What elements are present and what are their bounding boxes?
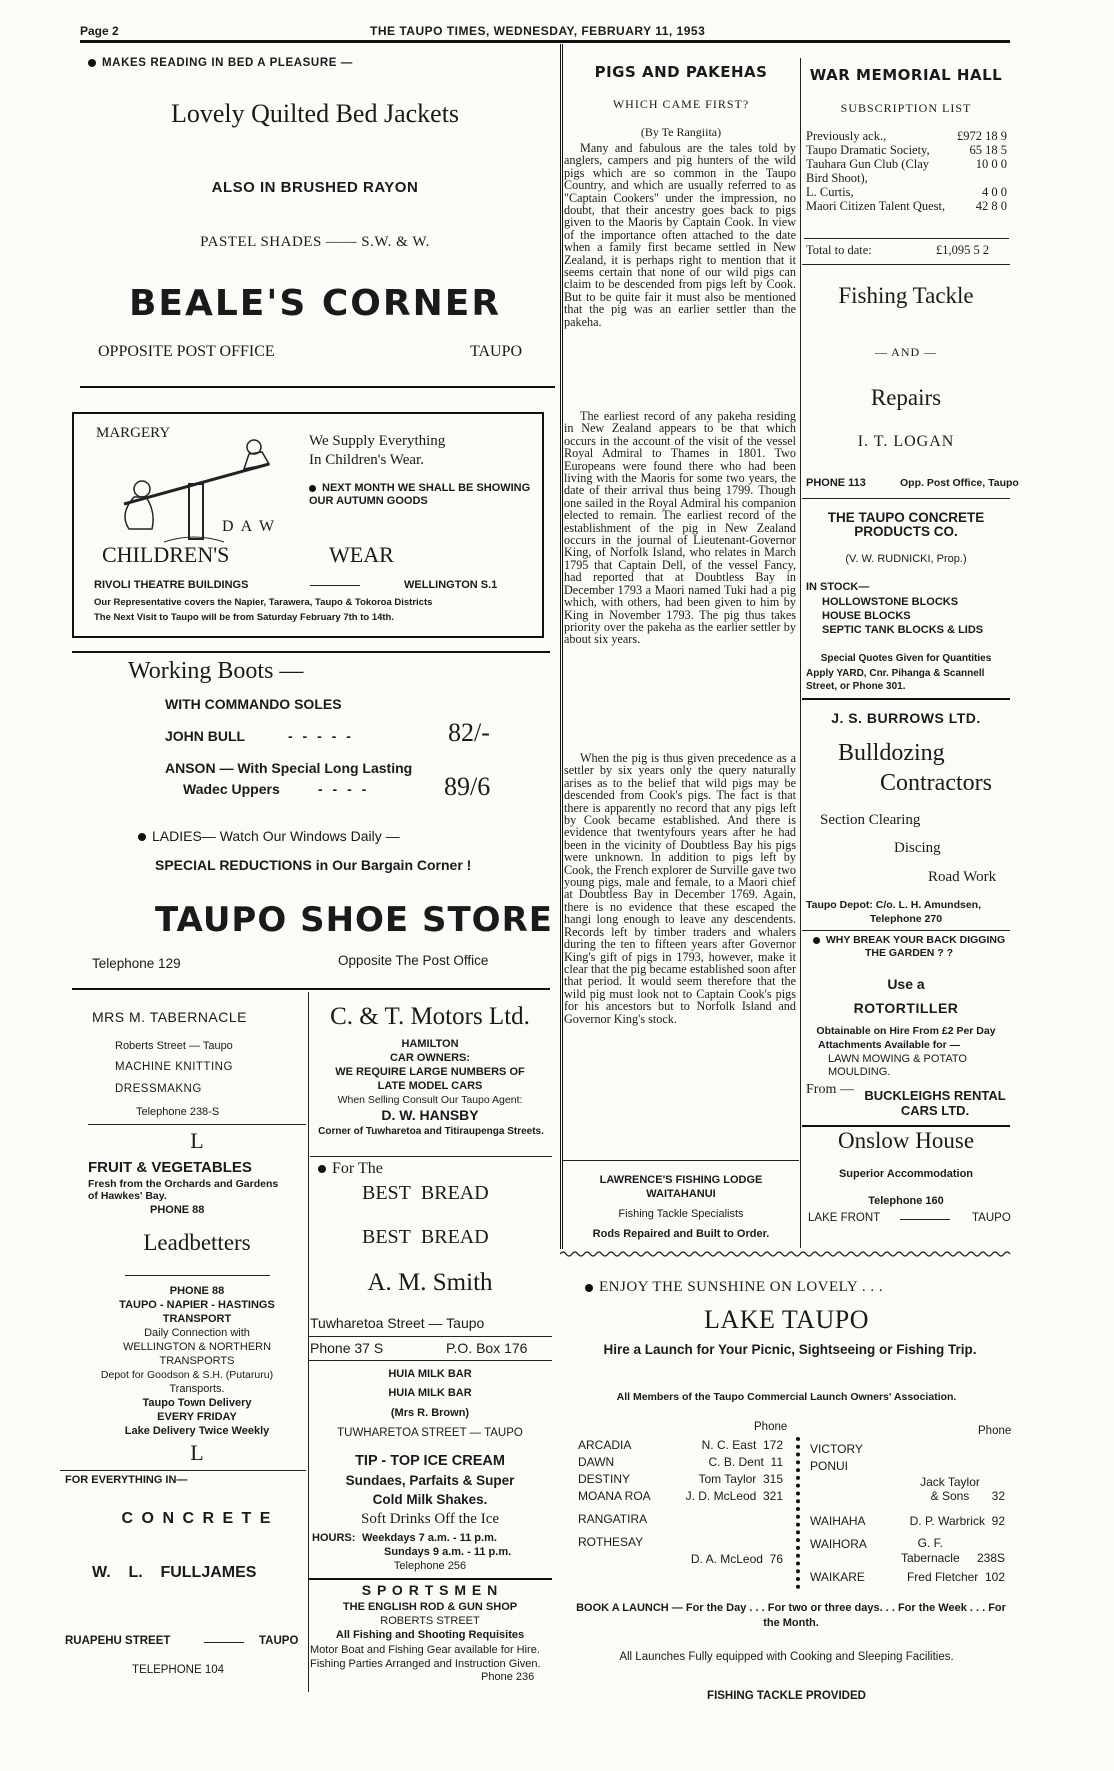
- huia-soft: Soft Drinks Off the Ice: [360, 1511, 500, 1527]
- fulljames-name: W. L. FULLJAMES: [92, 1564, 257, 1581]
- lake-title: LAKE TAUPO: [704, 1305, 869, 1334]
- leadbetters-lake: Lake Delivery Twice Weekly: [124, 1425, 270, 1437]
- leadbetters-delivery: Taupo Town Delivery: [142, 1397, 252, 1409]
- smith-best1b: BREAD: [420, 1182, 489, 1204]
- buckleighs-name: BUCKLEIGHS RENTAL CARS LTD.: [864, 1088, 1006, 1118]
- bullet-icon: [813, 937, 820, 944]
- huia-l2: HUIA MILK BAR: [388, 1387, 472, 1399]
- ct-require: WE REQUIRE LARGE NUMBERS OF: [335, 1066, 525, 1078]
- buckleighs-why: WHY BREAK YOUR BACK DIGGING THE GARDEN ? ?: [825, 934, 1006, 959]
- buckleighs-attach: Attachments Available for —: [818, 1039, 961, 1051]
- article-byline: (By Te Rangiita): [640, 125, 722, 139]
- list-item: PONUI: [810, 1459, 849, 1473]
- article-p1: Many and fabulous are the tales told by anglers, campers and pig hunters of the wild pigs which are so common in the Taupo Country, and which are usually referred to as "Captain Cookers" under the impression, no doubt, that their ancestry goes back to pigs given to the Maoris by Captain Cook. In view of the importance often attached to the date when a family first became settled in New Zealand, it is perhaps right to mention that it seems certain that none of our wild pigs can claim to be descended from pigs left by Cook. But to be quite fair it must also be mentioned that the pig was an earlier settler than the pakeha.: [564, 141, 796, 329]
- margery-supply1: We Supply Everything: [309, 433, 446, 449]
- lawrence-l2: WAITAHANUI: [646, 1188, 716, 1200]
- tabernacle-dress: DRESSMAKNG: [115, 1083, 202, 1095]
- table-row: Tauhara Gun Club (Clay Bird Shoot), 10 0 0: [806, 157, 1007, 185]
- logan-name: I. T. LOGAN: [857, 433, 955, 450]
- smith-best1a: BEST: [362, 1182, 411, 1204]
- leadbetters-transport: TRANSPORT: [162, 1313, 232, 1325]
- buckleighs-use: Use a: [887, 976, 925, 992]
- table-row: L. Curtis, 4 0 0: [806, 185, 1007, 199]
- smith-best2b: BREAD: [420, 1226, 489, 1248]
- leadbetters-wellington: WELLINGTON & NORTHERN: [122, 1341, 272, 1353]
- bullet-icon: [318, 1165, 326, 1173]
- table-row: Taupo Dramatic Society, 65 18 5: [806, 143, 1007, 157]
- sportsmen-street: ROBERTS STREET: [380, 1615, 480, 1627]
- ct-name: C. & T. Motors Ltd.: [330, 1003, 530, 1030]
- memorial-title: WAR MEMORIAL HALL: [809, 66, 1003, 84]
- subscription-table: [804, 129, 1009, 213]
- onslow-phone: Telephone 160: [868, 1195, 944, 1207]
- huia-street: TUWHARETOA STREET — TAUPO: [337, 1427, 523, 1439]
- column-divider: [800, 58, 801, 1248]
- fulljames-town: TAUPO: [259, 1635, 299, 1647]
- smith-for: For The: [332, 1160, 383, 1177]
- list-item: ARCADIA N. C. East 172: [578, 1438, 783, 1452]
- lawrence-l3: Fishing Tackle Specialists: [618, 1208, 744, 1220]
- burrows-contractors: Contractors: [880, 770, 992, 796]
- article-p3: When the pig is thus given precedence as a settler by six years only the query naturally arises as to the belief that wild pigs may be descended from Cook's pigs. The fact is that there is apparently no record that any pigs left by Cook became established. And there is evidence that twentyfours years after he had been in the vicinity of Doubtless Bay his pigs were unknown. In addition to pigs left by Cook, the French explorer de Surville gave two young pigs, male and female, to a Maori chief at Doubtless Bay in December 1769. Again, there is no evidence that these escaped the hangi long enough to leave any descendents. Records left by timber traders and whalers during the ten to fifteen years after Governor King's gift of pigs in 1793, however, make it clear that the pig became established soon after that period. It would seem therefore that the wild pig must look not to Captain Cook's pigs for his ancestors but to Norfolk Island and Governor King's stock.: [564, 751, 796, 1026]
- huia-sundaes: Sundaes, Parfaits & Super: [345, 1473, 515, 1488]
- margery-supply2: In Children's Wear.: [309, 452, 424, 468]
- onslow-lake: LAKE FRONT: [808, 1212, 881, 1224]
- lake-enjoy: ENJOY THE SUNSHINE ON LOVELY . . .: [599, 1279, 884, 1295]
- logan-and: — AND —: [874, 345, 938, 359]
- leadbetters-route: TAUPO - NAPIER - HASTINGS: [119, 1299, 275, 1311]
- smith-name: A. M. Smith: [367, 1269, 493, 1296]
- shoes-john: JOHN BULL: [165, 728, 246, 744]
- list-item: WAIHORA G. F. Tabernacle 238S: [810, 1536, 1005, 1565]
- leadbetters-fresh: Fresh from the Orchards and Gardens of Hawkes' Bay.: [88, 1178, 279, 1202]
- bullet-icon: [585, 1284, 593, 1292]
- huia-owner: (Mrs R. Brown): [390, 1407, 470, 1419]
- onslow-town: TAUPO: [972, 1212, 1011, 1224]
- ct-late: LATE MODEL CARS: [377, 1080, 483, 1092]
- beale-also: ALSO IN BRUSHED RAYON: [211, 179, 419, 196]
- beale-pastel: PASTEL SHADES —— S.W. & W.: [200, 234, 430, 250]
- beale-tagline: MAKES READING IN BED A PLEASURE —: [102, 57, 353, 69]
- table-row: Previously ack., £972 18 9: [806, 129, 1007, 143]
- lake-members: All Members of the Taupo Commercial Launch Owners' Association.: [616, 1391, 957, 1403]
- fulljames-phone: TELEPHONE 104: [132, 1664, 225, 1676]
- lake-tackle: FISHING TACKLE PROVIDED: [707, 1690, 866, 1702]
- lawrence-l1: LAWRENCE'S FISHING LODGE: [599, 1174, 763, 1186]
- concrete-prop: (V. W. RUDNICKI, Prop.): [845, 553, 967, 565]
- article-subtitle: WHICH CAME FIRST?: [612, 97, 750, 111]
- margery-next: NEXT MONTH WE SHALL BE SHOWING OUR AUTUMN GOODS: [309, 482, 531, 507]
- launch-list-divider: [796, 1437, 804, 1589]
- margery-daw: D A W: [222, 518, 277, 535]
- smith-phone: Phone 37 S: [310, 1340, 384, 1356]
- memorial-subtitle: SUBSCRIPTION LIST: [840, 101, 972, 115]
- shoes-headline: Working Boots —: [128, 658, 304, 684]
- shoes-wadec: Wadec Uppers: [183, 781, 280, 797]
- article-p2: The earliest record of any pakeha residing in New Zealand appears to be that which occurs in the account of the visit of the vessel Royal Admiral to Thames in 1801. Two Europeans were found there who had been living with the Maoris for some two years, the date of their arrival thus being 1799. Though one sailed in the Royal Admiral his companion elected to remain. The earliest record of the establishment of the pig in New Zealand occurs in the journal of Lieutenant-Governor King, of Norfolk Island, who relates in March 1795 that Captain Dell, of the vessel Fancy, had reported that at Doubtless Bay in December 1793 a Maori named Tuki had a pig which, with others, had been given to him by King in November 1793. The pig thus takes priority over the pakeha as the earlier settler by about six years.: [564, 409, 796, 647]
- beale-opposite: OPPOSITE POST OFFICE: [98, 343, 275, 360]
- column-divider: [560, 44, 563, 1249]
- ct-owners: CAR OWNERS:: [389, 1052, 471, 1064]
- lawrence-l4: Rods Repaired and Built to Order.: [592, 1228, 770, 1240]
- ct-hamilton: HAMILTON: [401, 1038, 459, 1050]
- huia-phone: Telephone 256: [393, 1560, 467, 1572]
- margery-daw-ad: [72, 412, 544, 638]
- table-row: Maori Citizen Talent Quest, 42 8 0: [806, 199, 1007, 213]
- concrete-item3: SEPTIC TANK BLOCKS & LIDS: [822, 624, 984, 636]
- burrows-discing: Discing: [894, 840, 941, 856]
- leadbetters-depot: Depot for Goodson & S.H. (Putaruru): [100, 1369, 274, 1381]
- list-item: DESTINY Tom Taylor 315: [578, 1472, 783, 1486]
- margery-visit: The Next Visit to Taupo will be from Saturday February 7th to 14th.: [94, 612, 395, 623]
- burrows-tel: Telephone 270: [869, 913, 943, 925]
- shoes-john-price: 82/-: [448, 718, 490, 747]
- concrete-name: THE TAUPO CONCRETE PRODUCTS CO.: [827, 510, 985, 539]
- list-item: MOANA ROA J. D. McLeod 321: [578, 1489, 783, 1503]
- launch-list-left: [578, 1437, 783, 1568]
- concrete-stock: IN STOCK—: [806, 581, 870, 593]
- memorial-total: £1,095 5 2: [936, 243, 990, 257]
- fulljames-street: RUAPEHU STREET: [65, 1635, 171, 1647]
- shoes-wadec-price: 89/6: [444, 772, 491, 801]
- onslow-name: Onslow House: [837, 1128, 975, 1153]
- shoes-phone: Telephone 129: [92, 956, 181, 971]
- page-number: Page 2: [80, 24, 119, 38]
- tabernacle-name: MRS M. TABERNACLE: [92, 1009, 248, 1025]
- concrete-item1: HOLLOWSTONE BLOCKS: [822, 596, 959, 608]
- concrete-apply: Apply YARD, Cnr. Pihanga & Scannell Street, or Phone 301.: [806, 668, 985, 692]
- bullet-icon: [88, 59, 96, 67]
- margery-rep: Our Representative covers the Napier, Tarawera, Taupo & Tokoroa Districts: [94, 597, 433, 608]
- ct-selling: When Selling Consult Our Taupo Agent:: [337, 1094, 523, 1106]
- huia-l1: HUIA MILK BAR: [388, 1368, 472, 1380]
- huia-weekdays: Weekdays 7 a.m. - 11 p.m.: [362, 1532, 497, 1544]
- tabernacle-phone: Telephone 238-S: [136, 1106, 220, 1118]
- ct-agent: D. W. HANSBY: [381, 1107, 479, 1123]
- margery-wear: WEAR: [329, 542, 394, 567]
- logan-phone: PHONE 113: [806, 477, 866, 489]
- logan-fishing: Fishing Tackle: [838, 283, 974, 308]
- shoes-anson: ANSON — With Special Long Lasting: [165, 760, 413, 776]
- lake-phone-header-left: Phone: [754, 1421, 788, 1433]
- buckleighs-obtain: Obtainable on Hire From £2 Per Day: [816, 1025, 996, 1037]
- lake-hire: Hire a Launch for Your Picnic, Sightseeing or Fishing Trip.: [603, 1342, 977, 1357]
- beale-town: TAUPO: [470, 343, 523, 360]
- burrows-bull: Bulldozing: [838, 740, 945, 766]
- wavy-divider: [560, 1250, 1012, 1258]
- leadbetters-fruit: FRUIT & VEGETABLES: [88, 1159, 252, 1176]
- masthead-title: THE TAUPO TIMES, WEDNESDAY, FEBRUARY 11, 1953: [370, 24, 706, 38]
- huia-tip: TIP - TOP ICE CREAM: [355, 1453, 505, 1469]
- logan-repairs: Repairs: [870, 385, 942, 410]
- leadbetters-friday: EVERY FRIDAY: [157, 1411, 237, 1423]
- burrows-name: J. S. BURROWS LTD.: [831, 710, 981, 726]
- smith-best2a: BEST: [362, 1226, 411, 1248]
- shoes-store-name: TAUPO SHOE STORE: [155, 900, 553, 940]
- leadbetters-transports: TRANSPORTS: [159, 1355, 235, 1367]
- burrows-road: Road Work: [928, 869, 997, 885]
- sportsmen-requisites: All Fishing and Shooting Requisites: [335, 1629, 525, 1641]
- tabernacle-knitting: MACHINE KNITTING: [115, 1061, 233, 1073]
- concrete-item2: HOUSE BLOCKS: [822, 610, 911, 622]
- article-title: PIGS AND PAKEHAS: [594, 63, 768, 81]
- shoes-special: SPECIAL REDUCTIONS in Our Bargain Corner !: [155, 857, 472, 873]
- smith-box: P.O. Box 176: [446, 1340, 528, 1356]
- list-item: RANGATIRA: [578, 1512, 648, 1526]
- buckleighs-roto: ROTORTILLER: [853, 1000, 959, 1016]
- margery-rivoli: RIVOLI THEATRE BUILDINGS: [94, 579, 249, 591]
- leadbetters-phone: PHONE 88: [150, 1204, 205, 1216]
- sportsmen-title: S P O R T S M E N: [361, 1582, 499, 1598]
- leadbetters-daily: Daily Connection with: [144, 1327, 250, 1339]
- huia-sundays: Sundays 9 a.m. - 11 p.m.: [384, 1546, 512, 1558]
- huia-hours-label: HOURS:: [312, 1532, 356, 1544]
- buckleighs-from: From —: [806, 1082, 854, 1097]
- seesaw-children-illustration: [94, 434, 284, 554]
- shoes-ladies: LADIES— Watch Our Windows Daily —: [152, 828, 400, 844]
- tabernacle-street: Roberts Street — Taupo: [115, 1040, 233, 1052]
- leadbetters-name: Leadbetters: [143, 1230, 251, 1255]
- leadbetters-transports2: Transports.: [169, 1383, 225, 1395]
- huia-cold: Cold Milk Shakes.: [372, 1492, 488, 1507]
- list-item: DAWN C. B. Dent 11: [578, 1455, 783, 1469]
- list-item: Jack Taylor & Sons 32: [920, 1475, 1005, 1503]
- lake-phone-header-right: Phone: [978, 1425, 1012, 1437]
- buckleighs-lawn: LAWN MOWING & POTATO MOULDING.: [828, 1053, 967, 1078]
- smith-street: Tuwharetoa Street — Taupo: [310, 1315, 485, 1331]
- beale-headline: Lovely Quilted Bed Jackets: [170, 99, 460, 128]
- margery-name: MARGERY: [96, 425, 171, 441]
- list-item: WAIHAHA D. P. Warbrick 92: [810, 1514, 1005, 1528]
- onslow-superior: Superior Accommodation: [838, 1168, 974, 1180]
- fulljames-concrete: C O N C R E T E: [121, 1510, 273, 1527]
- leadbetters-phone2: PHONE 88: [169, 1285, 225, 1297]
- shoes-wadec-dashes: - - - -: [318, 781, 370, 797]
- ct-corner: Corner of Tuwharetoa and Titiraupenga Streets.: [318, 1126, 544, 1137]
- bullet-icon: [138, 833, 146, 841]
- list-item: WAIKARE Fred Fletcher 102: [810, 1570, 1005, 1584]
- fulljames-for: FOR EVERYTHING IN—: [65, 1474, 188, 1486]
- list-item: ROTHESAY: [578, 1535, 644, 1549]
- shoes-john-dashes: - - - - -: [288, 728, 354, 744]
- launch-list-right: [810, 1441, 1005, 1586]
- logan-opp: Opp. Post Office, Taupo: [900, 477, 1019, 489]
- concrete-quotes: Special Quotes Given for Quantities: [820, 653, 992, 664]
- leadbetters-l2: L: [190, 1440, 204, 1465]
- sportsmen-phone: Phone 236: [481, 1671, 535, 1683]
- margery-childrens: CHILDREN'S: [102, 542, 230, 567]
- list-item: VICTORY: [810, 1442, 863, 1456]
- sportsmen-body: Motor Boat and Fishing Gear available for Hire. Fishing Parties Arranged and Instruction Given.: [310, 1644, 541, 1670]
- beale-name: BEALE'S CORNER: [128, 283, 502, 324]
- shoes-soles: WITH COMMANDO SOLES: [165, 696, 342, 712]
- leadbetters-l: L: [190, 1128, 204, 1153]
- sportsmen-shop: THE ENGLISH ROD & GUN SHOP: [342, 1601, 518, 1613]
- shoes-opposite: Opposite The Post Office: [338, 953, 489, 968]
- burrows-section: Section Clearing: [820, 812, 921, 828]
- burrows-depot: Taupo Depot: C/o. L. H. Amundsen,: [806, 899, 981, 911]
- bullet-icon: [309, 485, 316, 492]
- memorial-total-label: Total to date:: [806, 243, 872, 257]
- list-item: D. A. McLeod 76: [690, 1552, 783, 1566]
- lake-equipped: All Launches Fully equipped with Cooking and Sleeping Facilities.: [619, 1651, 954, 1663]
- margery-wellington: WELLINGTON S.1: [404, 579, 498, 591]
- lake-book: BOOK A LAUNCH — For the Day . . . For two or three days. . . For the Week . . . For the Month.: [576, 1602, 1006, 1629]
